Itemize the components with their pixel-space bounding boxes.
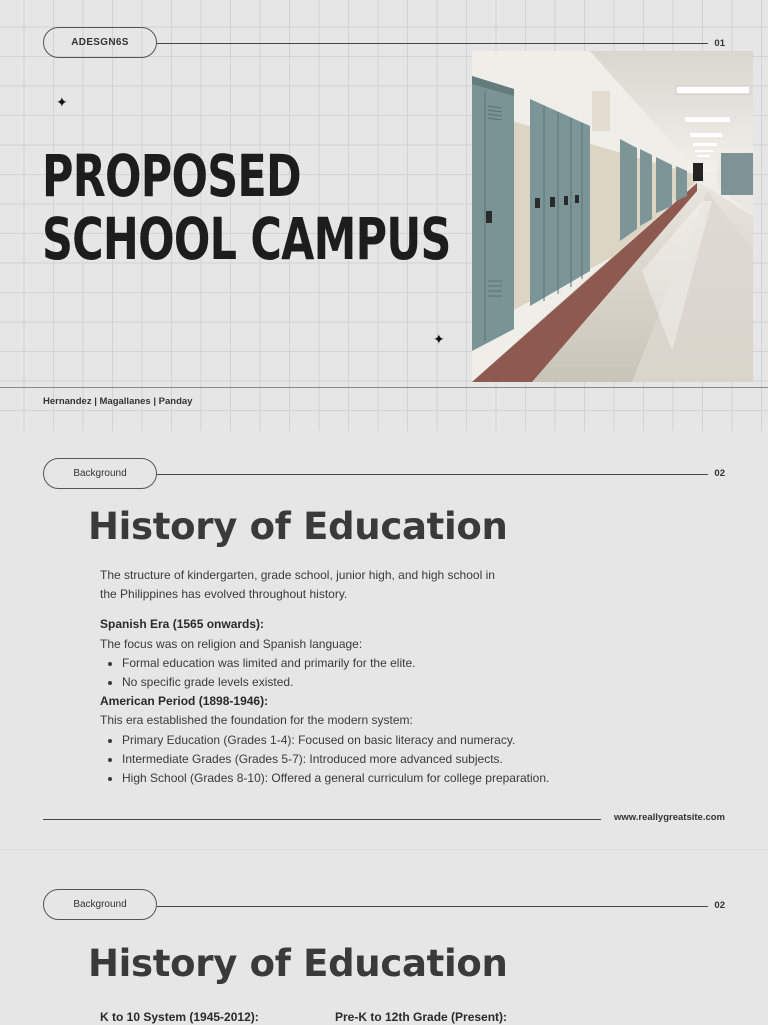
website-link[interactable]: www.reallygreatsite.com [613,812,725,823]
section-tag: Background [73,899,127,910]
k-to-10-heading: K to 10 System (1945-2012): [100,1010,259,1024]
intro-line: The structure of kindergarten, grade school, junior high, and high school in [100,568,495,582]
section-tag-pill [43,889,157,920]
list-item: • High School (Grades 8-10): Offered a general curriculum for college preparation. [122,769,600,788]
cover-slide [0,0,768,431]
school-hallway-photo [472,51,753,382]
brand-label: ADESGN6S [71,37,129,48]
header-rule [157,906,708,907]
section-tag: Background [73,468,127,479]
footer-rule [0,387,768,388]
section-title: History of Education [88,942,508,985]
sparkle-icon: ✦ [56,94,68,110]
section-tag-pill [43,458,157,489]
history-content [100,566,600,788]
section-title: History of Education [88,505,508,548]
spanish-era-list [100,654,600,692]
cover-title-line-2: SCHOOL CAMPUS [42,205,451,273]
spanish-era-desc: The focus was on religion and Spanish language: [100,636,363,651]
history-slide [0,431,768,849]
list-item: • Primary Education (Grades 1-4): Focused on basic literacy and numeracy. [122,731,600,750]
list-item: • Intermediate Grades (Grades 5-7): Introduced more advanced subjects. [122,750,600,769]
header-rule [157,474,708,475]
page-number: 02 [714,900,725,911]
page-number: 01 [714,38,725,49]
cover-title [42,142,451,273]
american-period-list [100,731,600,789]
spanish-era-heading: Spanish Era (1565 onwards): [100,617,265,632]
cover-title-line-1: PROPOSED [42,142,301,210]
page-number: 02 [714,468,725,479]
list-item: • Formal education was limited and primarily for the elite. [122,654,600,673]
brand-pill [43,27,157,58]
sparkle-icon: ✦ [433,331,445,347]
prek-to-12-heading: Pre-K to 12th Grade (Present): [335,1010,508,1024]
authors: Hernandez | Magallanes | Panday [43,396,193,407]
history-slide-continued [0,849,768,1025]
header-rule [157,43,708,44]
american-period-desc: This era established the foundation for the modern system: [100,713,413,728]
footer-rule [43,819,601,820]
list-item: • No specific grade levels existed. [122,673,600,692]
intro-line: the Philippines has evolved throughout history. [100,587,348,602]
american-period-heading: American Period (1898-1946): [100,694,269,709]
